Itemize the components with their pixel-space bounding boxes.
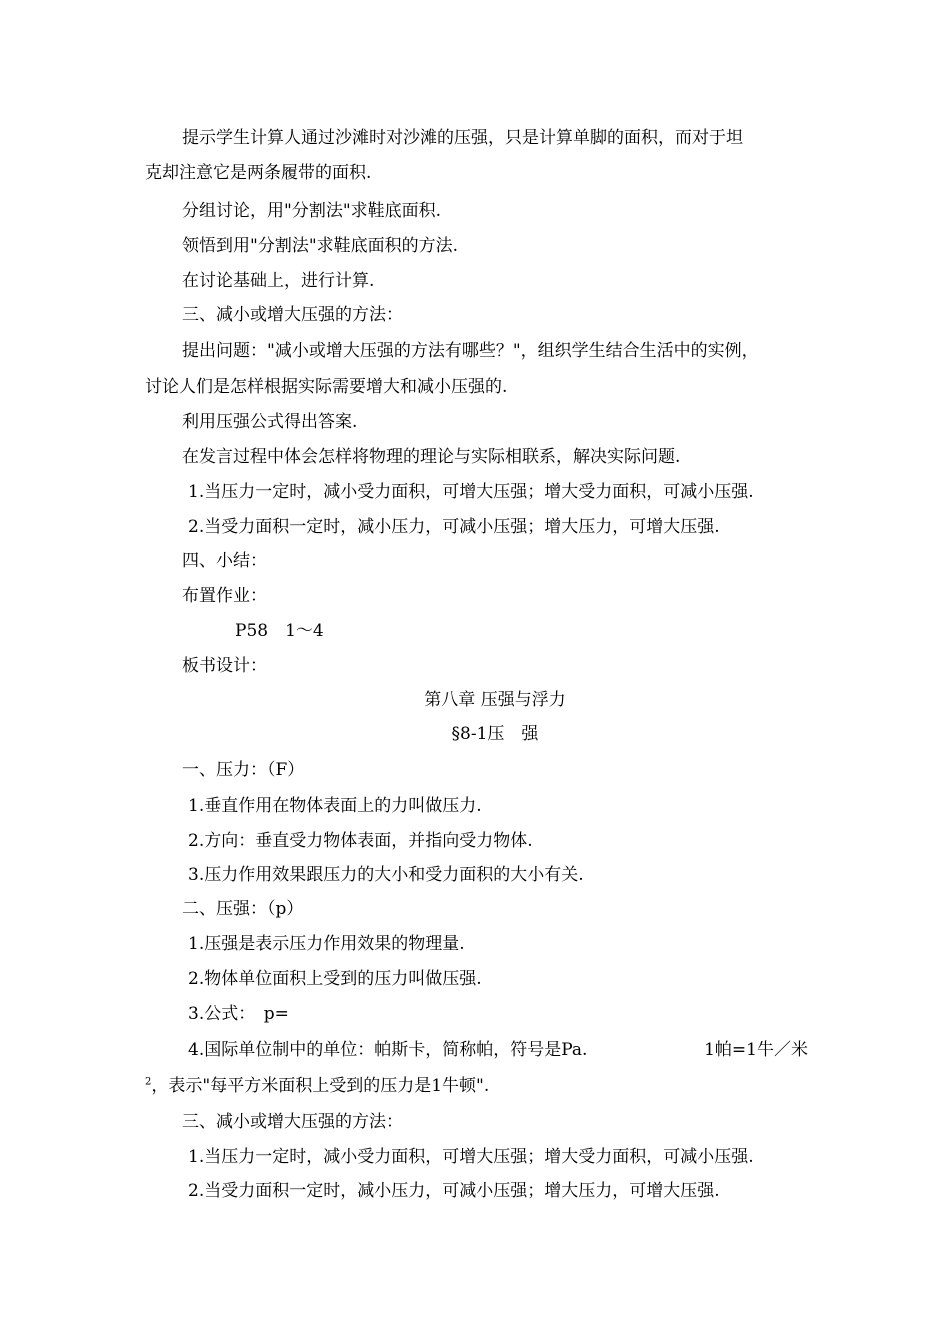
list-item: 1.压强是表示压力作用效果的物理量. [188,934,465,954]
list-item: 2.物体单位面积上受到的压力叫做压强. [188,969,482,989]
list-item: 2.当受力面积一定时，减小压力，可减小压强；增大压力，可增大压强. [188,517,720,537]
list-item: 1.当压力一定时，减小受力面积，可增大压强；增大受力面积，可减小压强. [188,482,754,502]
homework-pages: P58 1～4 [235,621,324,641]
list-item: 2.方向：垂直受力物体表面，并指向受力物体. [188,831,533,851]
unit-continuation [145,1075,810,1097]
paragraph-line: 克却注意它是两条履带的面积. [145,163,372,183]
chapter-title: 第八章 压强与浮力 [424,690,566,710]
section-heading: 一、压力：（F） [182,760,305,780]
paragraph-line: 布置作业： [182,586,267,606]
paragraph-line: 分组讨论，用"分割法"求鞋底面积. [182,201,442,221]
section-heading: 四、小结： [182,551,267,571]
list-item: 1.当压力一定时，减小受力面积，可增大压强；增大受力面积，可减小压强. [188,1147,754,1167]
list-item: 1.垂直作用在物体表面上的力叫做压力. [188,796,482,816]
list-item: 3.压力作用效果跟压力的大小和受力面积的大小有关. [188,865,584,885]
section-heading: 三、减小或增大压强的方法： [182,305,403,325]
section-heading: 二、压强：（p） [182,899,304,919]
paragraph-line: 领悟到用"分割法"求鞋底面积的方法. [182,236,459,256]
paragraph-line: 板书设计： [182,656,267,676]
unit-explanation: ，表示"每平方米面积上受到的压力是1牛顿". [151,1076,490,1096]
paragraph-line: 利用压强公式得出答案. [182,412,358,432]
paragraph-line: 提示学生计算人通过沙滩时对沙滩的压强，只是计算单脚的面积，而对于坦 [182,128,743,148]
section-heading: 三、减小或增大压强的方法： [182,1112,403,1132]
paragraph-line: 讨论人们是怎样根据实际需要增大和减小压强的. [145,377,508,397]
section-title: §8-1压 强 [451,724,539,744]
paragraph-line: 提出问题："减小或增大压强的方法有哪些？"，组织学生结合生活中的实例， [182,341,759,361]
formula-line: 3.公式： p= [188,1004,289,1024]
unit-text: 4.国际单位制中的单位：帕斯卡，简称帕，符号是Pa. [188,1040,588,1060]
paragraph-line: 在讨论基础上，进行计算. [182,271,375,291]
unit-row [188,1039,808,1061]
list-item: 2.当受力面积一定时，减小压力，可减小压强；增大压力，可增大压强. [188,1181,720,1201]
superscript-two: 2 [145,1076,152,1088]
paragraph-line: 在发言过程中体会怎样将物理的理论与实际相联系，解决实际问题. [182,447,681,467]
unit-equation: 1帕=1牛／米 [704,1040,808,1060]
unit-line [188,1039,853,1061]
